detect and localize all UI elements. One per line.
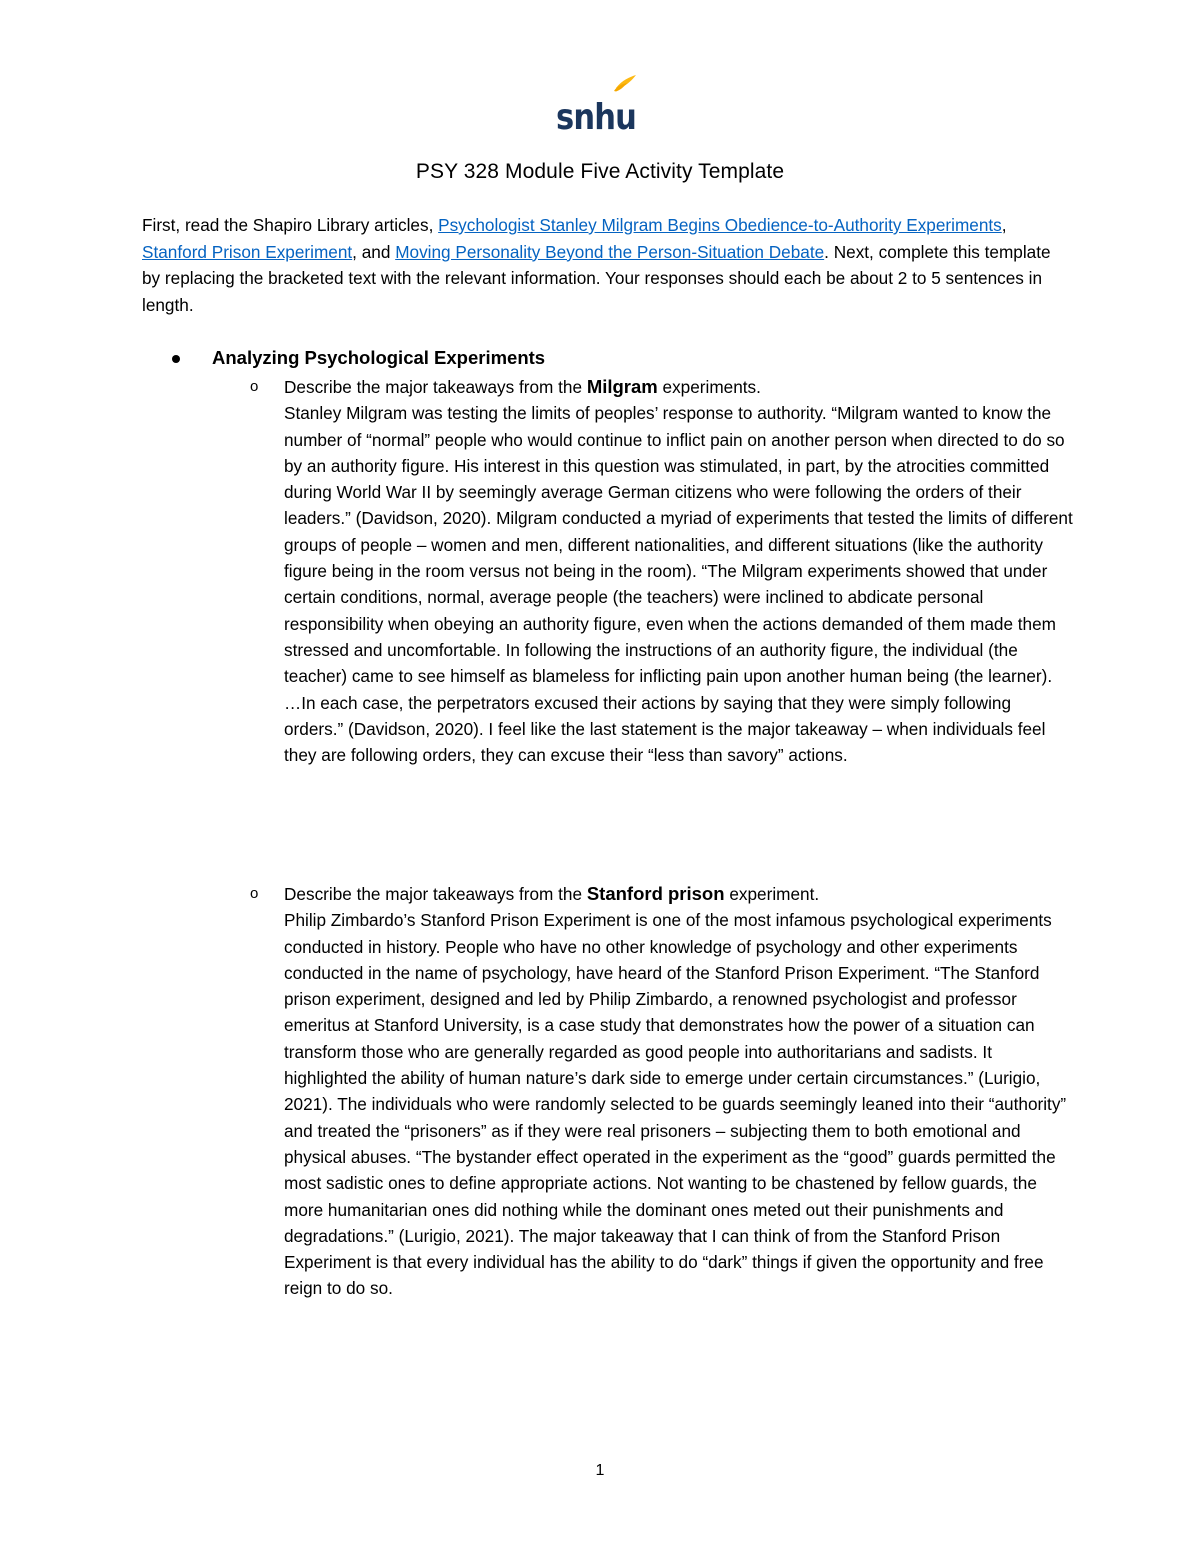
intro-paragraph <box>142 212 1072 318</box>
snhu-logo <box>556 74 640 138</box>
list-marker: o <box>250 378 259 395</box>
document-title: PSY 328 Module Five Activity Template <box>415 160 785 183</box>
snhu-logo-graphic <box>556 74 640 138</box>
stanford-prison-article-link[interactable]: Stanford Prison Experiment <box>142 241 353 262</box>
section-heading-text: Analyzing Psychological Experiments <box>212 347 546 368</box>
milgram-question-prompt: Describe the major takeaways from the Milgram experiments. <box>284 376 761 397</box>
stanford-response-text: Philip Zimbardo’s Stanford Prison Experiment is one of the most infamous psychological experiments conducted in history. People who have no other knowledge of psychology and other experiments conducted in the name of psychology, have heard of the Stanford Prison Experiment. “The Stanford prison experiment, designed and led by Philip Zimbardo, a renowned psychologist and professor emeritus at Stanford University, is a case study that demonstrates how the power of a situation can transform those who are generally regarded as good people into authoritarians and sadists. It highlighted the ability of human nature’s dark side to emerge under certain circumstances.” (Lurigio, 2021). The individuals who were randomly selected to be guards seemingly leaned into their “authority” and treated the “prisoners” as if they were real prisoners – subjecting them to both emotional and physical abuses. “The bystander effect operated in the experiment as the “good” guards permitted the most sadistic ones to define appropriate actions. Not wanting to be chastened by fellow guards, the more humanitarian ones did nothing while the dominant ones meted out their punishments and degradations.” (Lurigio, 2021). The major takeaway that I can think of from the Stanford Prison Experiment is that every individual has the ability to do “dark” things if given the opportunity and free reign to do so. <box>284 910 1067 1299</box>
milgram-article-link[interactable]: Psychologist Stanley Milgram Begins Obedience-to-Authority Experiments <box>438 215 1002 235</box>
intro-tail-text: . Next, complete this template by replacing the bracketed text with the relevant information. Your responses should each be about 2 to 5 sentences in length. <box>142 241 1051 315</box>
stanford-prison-keyword: Stanford prison <box>586 883 725 904</box>
milgram-response-text: Stanley Milgram was testing the limits of peoples’ response to authority. “Milgram wanted to know the number of “normal” people who would continue to inflict pain on another person when directed to do so by an authority figure. His interest in this question was stimulated, in part, by the atrocities committed during World War II by seemingly average German citizens who were following the orders of their leaders.” (Davidson, 2020). Milgram conducted a myriad of experiments that tested the limits of different groups of people – women and men, different nationalities, and different situations (like the authority figure being in the room versus not being in the room). “The Milgram experiments showed that under certain conditions, normal, average people (the teachers) were inclined to abdicate personal responsibility when obeying an authority figure, even when the actions demanded of them made them stressed and uncomfortable. In following the instructions of an authority figure, the individual (the teacher) came to see himself as blameless for inflicting pain upon another human being (the learner). …In each case, the perpetrators excused their actions by saying that they were simply following orders.” (Davidson, 2020). I feel like the last statement is the major takeaway – when individuals feel they are following orders, they can excuse their “less than savory” actions. <box>284 403 1073 766</box>
milgram-keyword: Milgram <box>586 376 658 397</box>
intro-separator: , <box>1001 215 1007 235</box>
list-marker: o <box>250 885 259 902</box>
intro-separator: , and <box>352 241 396 262</box>
bullet-icon <box>172 355 180 363</box>
page-number: 1 <box>595 1462 605 1479</box>
svg-text:snhu: snhu <box>556 97 636 138</box>
intro-lead-text: First, read the Shapiro Library articles, <box>142 215 439 235</box>
stanford-question-prompt: Describe the major takeaways from the Stanford prison experiment. <box>284 883 820 904</box>
personality-article-link[interactable]: Moving Personality Beyond the Person-Situation Debate <box>395 241 825 262</box>
